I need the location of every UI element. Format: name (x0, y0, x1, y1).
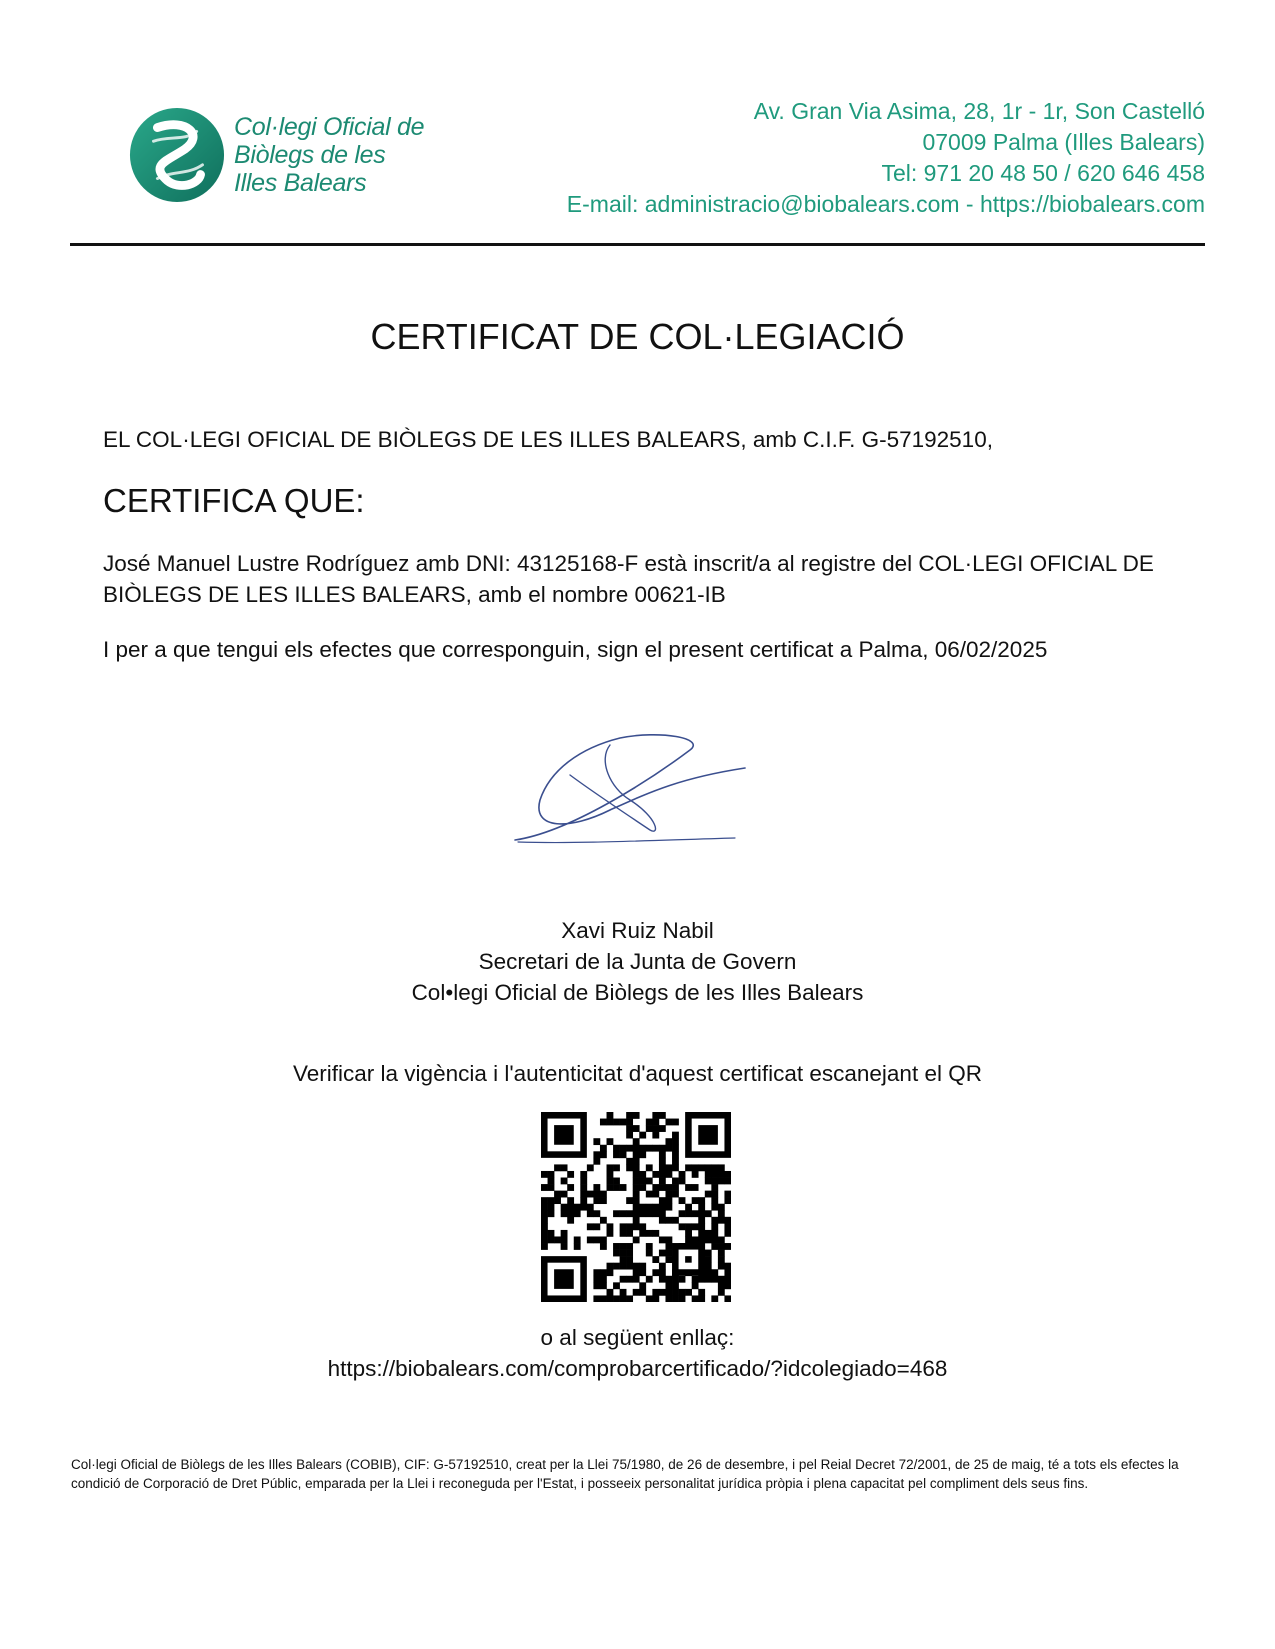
college-logo-icon (128, 106, 226, 204)
header-divider (70, 243, 1205, 246)
logo-line-3: Illes Balears (234, 169, 367, 197)
page-title: CERTIFICAT DE COL·LEGIACIÓ (370, 316, 905, 357)
signatory-role: Secretari de la Junta de Govern (478, 949, 797, 974)
signatory-name: Xavi Ruiz Nabil (561, 918, 714, 943)
college-logo-text (234, 113, 424, 197)
intro-paragraph: EL COL·LEGI OFICIAL DE BIÒLEGS DE LES ILLES BALEARS, amb C.I.F. G-57192510, (103, 427, 993, 452)
contact-email-web: E-mail: administracio@biobalears.com - https://biobalears.com (566, 191, 1205, 217)
handwritten-signature (510, 720, 780, 870)
verification-link-block (0, 1322, 1275, 1384)
contact-address: Av. Gran Via Asima, 28, 1r - 1r, Son Castelló (753, 98, 1205, 124)
verification-instruction: Verificar la vigència i l'autenticitat d'aquest certificat escanejant el QR (293, 1061, 982, 1086)
signatory-block (0, 915, 1275, 1008)
closing-paragraph: I per a que tengui els efectes que corresponguin, sign el present certificat a Palma, 06/02/2025 (103, 637, 1048, 662)
signatory-organization: Col•legi Oficial de Biòlegs de les Illes Balears (411, 980, 864, 1005)
qr-code-icon[interactable] (541, 1112, 731, 1302)
contact-block (567, 96, 1205, 220)
logo-line-2: Biòlegs de les (234, 141, 386, 169)
body-paragraph: José Manuel Lustre Rodríguez amb DNI: 43125168-F està inscrit/a al registre del COL·LEGI OFICIAL DE BIÒLEGS DE LES ILLES BALEARS, amb el nombre 00621-IB (103, 551, 1154, 607)
contact-phone: Tel: 971 20 48 50 / 620 646 458 (881, 160, 1205, 186)
certifies-heading: CERTIFICA QUE: (103, 482, 365, 519)
logo-line-1: Col·legi Oficial de (234, 113, 425, 141)
verification-url-link[interactable]: https://biobalears.com/comprobarcertificado/?idcolegiado=468 (327, 1356, 948, 1381)
legal-footer: Col·legi Oficial de Biòlegs de les Illes Balears (COBIB), CIF: G-57192510, creat per la Llei 75/1980, de 26 de desembre, i pel Reial Decret 72/2001, de 25 de maig, té a tots els efectes la condició de Corporació de Dret Públic, emparada per la Llei i reconeguda per l'Estat, i posseeix personalitat jurídica pròpia i plena capacitat pel compliment dels seus fins. (71, 1457, 1179, 1491)
contact-city: 07009 Palma (Illes Balears) (922, 129, 1205, 155)
link-label: o al següent enllaç: (540, 1325, 735, 1350)
